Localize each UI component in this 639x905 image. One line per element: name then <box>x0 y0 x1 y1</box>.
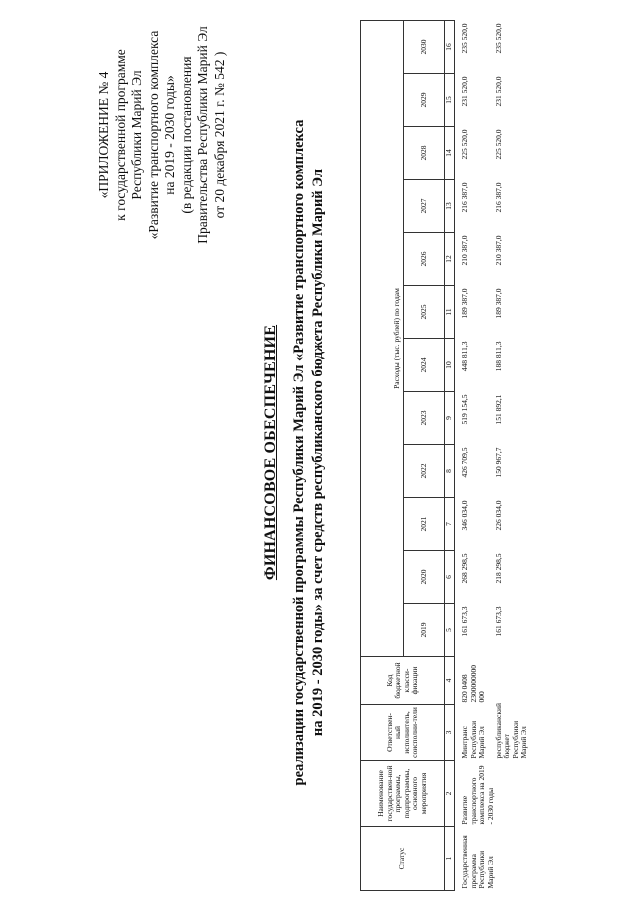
column-index: 6 <box>445 551 455 604</box>
row-executor: республиканский бюджет Республики Марий Эл <box>493 702 528 759</box>
header-year: 2030 <box>404 21 445 74</box>
row-value: 161 673,3 <box>493 606 503 637</box>
appendix-line: (в редакции постановления <box>178 56 194 214</box>
table-row <box>489 21 531 891</box>
row-value: 231 520,0 <box>493 76 503 107</box>
row-value: 226 034,0 <box>493 500 503 531</box>
subtitle-line: реализации государственной программы Республики Марий Эл «Развитие транспортного комплекса <box>291 119 307 786</box>
row-value: 448 811,3 <box>460 341 469 372</box>
document-subtitle <box>290 0 328 905</box>
subtitle-line: на 2019 - 2030 годы» за счет средств республиканского бюджета Республики Марий Эл <box>310 168 326 737</box>
header-year: 2019 <box>404 604 445 657</box>
header-year: 2026 <box>404 233 445 286</box>
column-index: 7 <box>445 498 455 551</box>
row-value: 235 520,0 <box>493 23 503 54</box>
appendix-line: от 20 декабря 2021 г. № 542 ) <box>211 51 227 219</box>
row-value: 189 387,0 <box>493 288 503 319</box>
header-expenses: Расходы (тыс. рублей) по годам <box>361 21 404 657</box>
table-row <box>455 21 489 891</box>
header-year: 2028 <box>404 127 445 180</box>
row-status: Государственная программа Республики Марий Эл <box>460 835 495 889</box>
row-value: 151 892,1 <box>493 394 503 425</box>
header-year: 2023 <box>404 392 445 445</box>
row-value: 188 811,3 <box>493 341 503 372</box>
column-index: 2 <box>445 761 455 827</box>
document-title: ФИНАНСОВОЕ ОБЕСПЕЧЕНИЕ <box>262 324 279 581</box>
row-value: 189 387,0 <box>460 288 469 319</box>
header-code: Код бюджетной класси-фикации <box>361 657 445 705</box>
header-year: 2020 <box>404 551 445 604</box>
table-header-row <box>361 21 404 891</box>
appendix-line: к государственной программе <box>112 49 128 221</box>
row-value: 225 520,0 <box>493 129 503 160</box>
header-year: 2025 <box>404 286 445 339</box>
column-index: 14 <box>445 127 455 180</box>
header-name: Наименование государствен-ной программы, подпрограммы, основного мероприятия <box>361 761 445 827</box>
row-value: 231 520,0 <box>460 76 469 107</box>
appendix-block <box>96 15 228 255</box>
header-year: 2021 <box>404 498 445 551</box>
row-value: 235 520,0 <box>460 23 469 54</box>
column-index: 15 <box>445 74 455 127</box>
column-index: 13 <box>445 180 455 233</box>
row-code <box>489 657 531 705</box>
appendix-line: «ПРИЛОЖЕНИЕ № 4 <box>96 71 111 199</box>
header-executor: Ответствен-ный исполнитель, соисполни-тели <box>361 705 445 761</box>
row-value: 210 387,0 <box>493 235 503 266</box>
column-index: 10 <box>445 339 455 392</box>
column-index: 11 <box>445 286 455 339</box>
column-index: 8 <box>445 445 455 498</box>
column-index: 3 <box>445 705 455 761</box>
row-value: 346 034,0 <box>460 500 469 531</box>
row-value: 519 154,5 <box>460 394 469 425</box>
row-code: 820 0408 2300000000 000 <box>460 665 486 703</box>
column-index: 12 <box>445 233 455 286</box>
header-year: 2024 <box>404 339 445 392</box>
header-year: 2022 <box>404 445 445 498</box>
appendix-line: Республики Марий Эл <box>129 70 144 200</box>
appendix-line: «Развитие транспортного комплекса <box>145 30 161 240</box>
funding-table <box>360 20 531 891</box>
column-index: 9 <box>445 392 455 445</box>
column-index: 16 <box>445 21 455 74</box>
appendix-line: на 2019 - 2030 годы» <box>162 75 177 195</box>
row-value: 426 709,5 <box>460 447 469 478</box>
column-index: 5 <box>445 604 455 657</box>
row-name: Развитие транспортного комплекса на 2019 - 2030 годы <box>460 765 495 825</box>
column-index: 4 <box>445 657 455 705</box>
appendix-line: Правительства Республики Марий Эл <box>195 26 210 244</box>
row-value: 150 967,7 <box>493 447 503 478</box>
row-value: 210 387,0 <box>460 235 469 266</box>
header-year: 2027 <box>404 180 445 233</box>
row-value: 161 673,3 <box>460 606 469 637</box>
row-value: 268 298,5 <box>460 553 469 584</box>
table-index-row <box>445 21 455 891</box>
header-year: 2029 <box>404 74 445 127</box>
column-index: 1 <box>445 827 455 891</box>
row-value: 216 387,0 <box>460 182 469 213</box>
header-status: Статус <box>361 827 445 891</box>
row-executor: Минтранс Республики Марий Эл <box>460 720 486 759</box>
row-value: 216 387,0 <box>493 182 503 213</box>
row-value: 218 298,5 <box>493 553 503 584</box>
row-value: 225 520,0 <box>460 129 469 160</box>
